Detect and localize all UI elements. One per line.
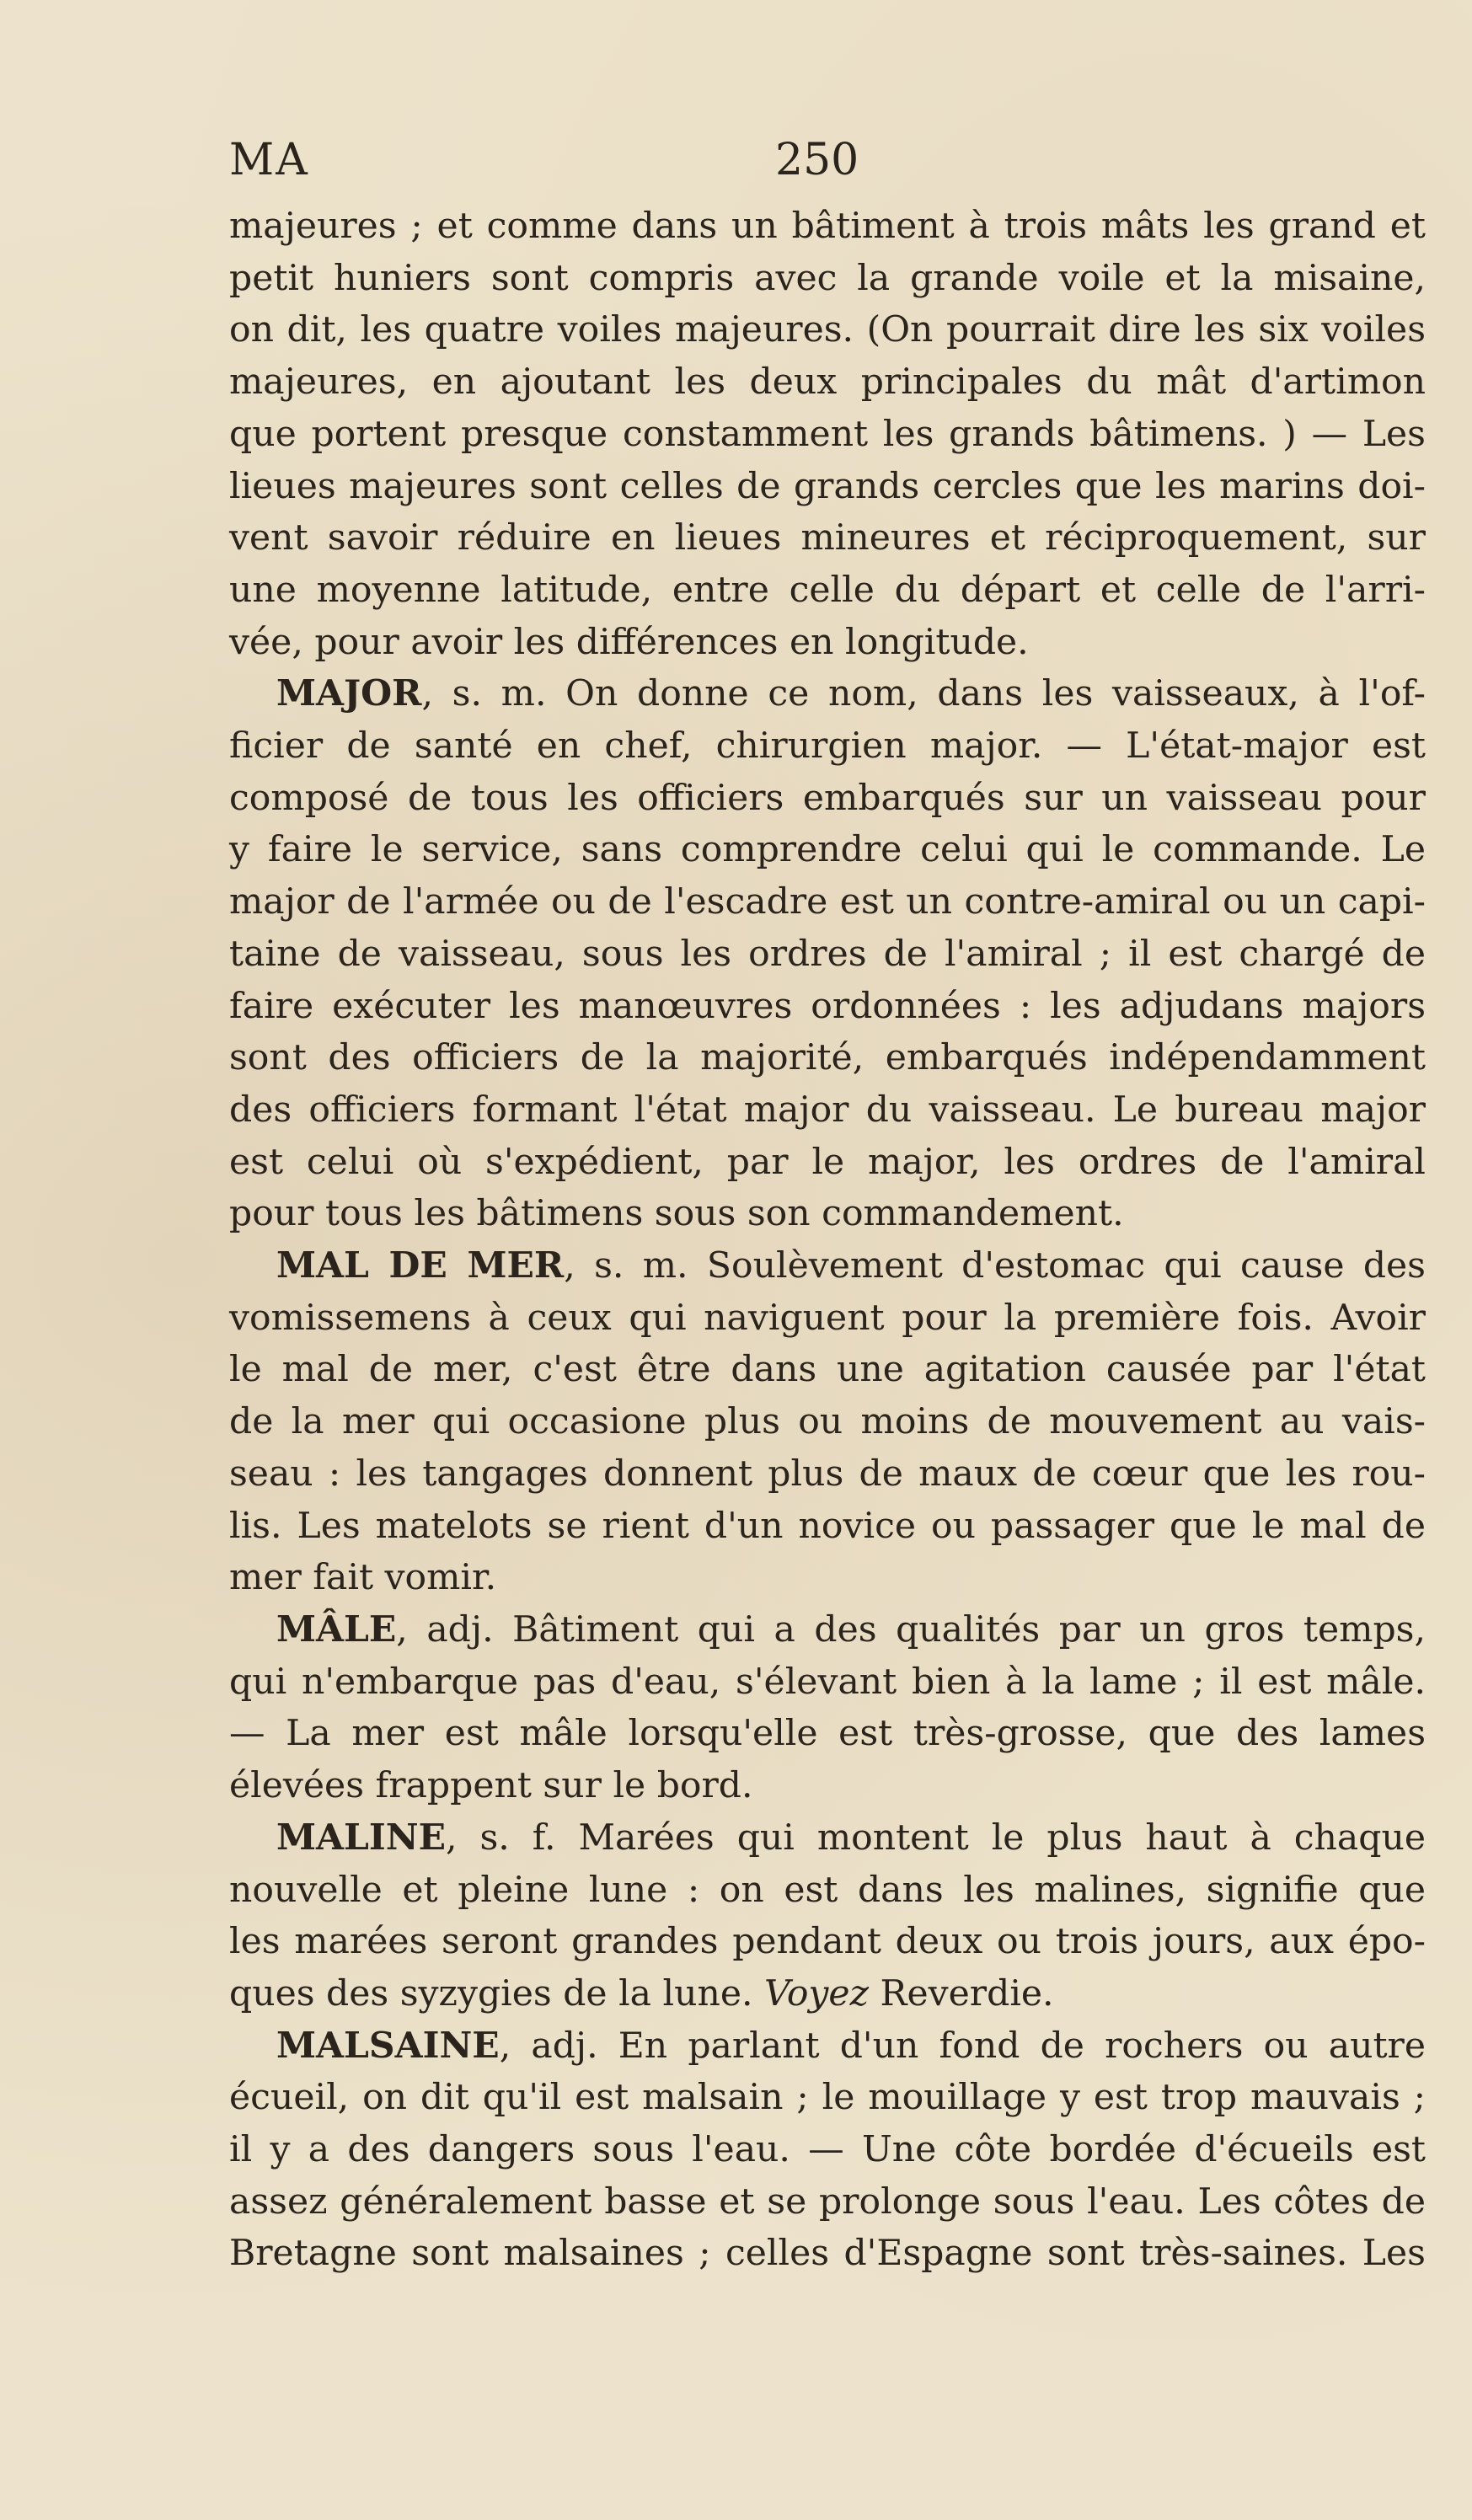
text-line: nouvelle et pleine lune : on est dans les malines, signifie que [229, 1869, 1426, 1911]
cross-reference-voyez: Voyez [764, 1972, 869, 2014]
entry-first-line-text: , s. f. Marées qui montent le plus haut à chaque [446, 1816, 1426, 1859]
entry-headword: MAJOR [276, 672, 422, 715]
text-line: on dit, les quatre voiles majeures. (On pourrait dire les six voiles [229, 309, 1426, 351]
text-line: mer fait vomir. [229, 1557, 497, 1599]
text-line: petit huniers sont compris avec la grande voile et la misaine, [229, 257, 1426, 299]
text-line: Bretagne sont malsaines ; celles d'Espagne sont très-saines. Les [229, 2233, 1426, 2275]
entry-headword: MAL DE MER [276, 1244, 565, 1287]
text-line: une moyenne latitude, entre celle du départ et celle de l'arri- [229, 569, 1426, 611]
text-line: qui n'embarque pas d'eau, s'élevant bien à la lame ; il est mâle. [229, 1661, 1426, 1703]
section-letters: MA [229, 135, 309, 185]
text-line: que portent presque constamment les grands bâtimens. ) — Les [229, 413, 1426, 455]
text-line: assez généralement basse et se prolonge sous l'eau. Les côtes de [229, 2180, 1426, 2223]
entry-first-line-text: , s. m. Soulèvement d'estomac qui cause des [564, 1245, 1426, 1287]
text-line: le mal de mer, c'est être dans une agitation causée par l'état [229, 1349, 1426, 1391]
text-line [229, 1968, 1426, 2020]
text-line: ficier de santé en chef, chirurgien major. — L'état-major est [229, 725, 1426, 768]
text-line: taine de vaisseau, sous les ordres de l'amiral ; il est chargé de [229, 933, 1426, 975]
text-line: faire exécuter les manœuvres ordonnées : les adjudans majors [229, 985, 1426, 1027]
entry-first-line-text: , adj. En parlant d'un fond de rochers ou autre [499, 2025, 1426, 2067]
entry-first-line [229, 668, 1426, 720]
entry-first-line-text: , s. m. On donne ce nom, dans les vaisseaux, à l'of- [421, 673, 1426, 715]
entry-maline [229, 1812, 1426, 2020]
continuation-paragraph [229, 201, 1426, 668]
text-line: vent savoir réduire en lieues mineures et réciproquement, sur [229, 517, 1426, 559]
entry-first-line [229, 2020, 1426, 2073]
text-fragment: ques des syzygies de la lune. [229, 1972, 765, 2014]
text-line: lis. Les matelots se rient d'un novice ou passager que le mal de [229, 1505, 1426, 1547]
text-line: sont des officiers de la majorité, embarqués indépendamment [229, 1037, 1426, 1079]
text-line: élevées frappent sur le bord. [229, 1765, 753, 1807]
text-line: il y a des dangers sous l'eau. — Une côte bordée d'écueils est [229, 2129, 1426, 2171]
entry-male [229, 1604, 1426, 1812]
entry-first-line [229, 1240, 1426, 1292]
entry-first-line [229, 1604, 1426, 1656]
text-line: des officiers formant l'état major du vaisseau. Le bureau major [229, 1089, 1426, 1131]
text-line: y faire le service, sans comprendre celui qui le commande. Le [229, 829, 1426, 871]
entry-headword: MÂLE [276, 1608, 397, 1651]
text-line: est celui où s'expédient, par le major, les ordres de l'amiral [229, 1141, 1426, 1183]
entry-malsaine [229, 2020, 1426, 2281]
entry-headword: MALINE [276, 1816, 447, 1859]
text-line: pour tous les bâtimens sous son commandement. [229, 1193, 1124, 1235]
entry-mal-de-mer [229, 1240, 1426, 1604]
page-body [229, 201, 1426, 2280]
text-line: seau : les tangages donnent plus de maux de cœur que les rou- [229, 1453, 1426, 1495]
text-line: vée, pour avoir les différences en longitude. [229, 621, 1029, 663]
text-line: — La mer est mâle lorsqu'elle est très-grosse, que des lames [229, 1713, 1426, 1755]
text-line: lieues majeures sont celles de grands cercles que les marins doi- [229, 465, 1426, 507]
page-number: 250 [775, 135, 859, 185]
text-line: de la mer qui occasione plus ou moins de mouvement au vais- [229, 1401, 1426, 1443]
entry-headword: MALSAINE [276, 2024, 500, 2067]
entry-first-line-text: , adj. Bâtiment qui a des qualités par un gros temps, [396, 1608, 1426, 1651]
text-line: majeures ; et comme dans un bâtiment à trois mâts les grand et [229, 206, 1426, 247]
entry-major [229, 668, 1426, 1240]
running-header [229, 135, 1240, 194]
text-line: les marées seront grandes pendant deux ou trois jours, aux épo- [229, 1921, 1426, 1963]
text-line: vomissemens à ceux qui naviguent pour la première fois. Avoir [229, 1297, 1426, 1339]
text-line: composé de tous les officiers embarqués sur un vaisseau pour [229, 777, 1426, 819]
entry-first-line [229, 1812, 1426, 1865]
text-line: majeures, en ajoutant les deux principales du mât d'artimon [229, 361, 1426, 404]
text-fragment: Reverdie. [868, 1972, 1054, 2014]
text-line: major de l'armée ou de l'escadre est un contre-amiral ou un capi- [229, 881, 1426, 923]
text-line: écueil, on dit qu'il est malsain ; le mouillage y est trop mauvais ; [229, 2077, 1426, 2119]
